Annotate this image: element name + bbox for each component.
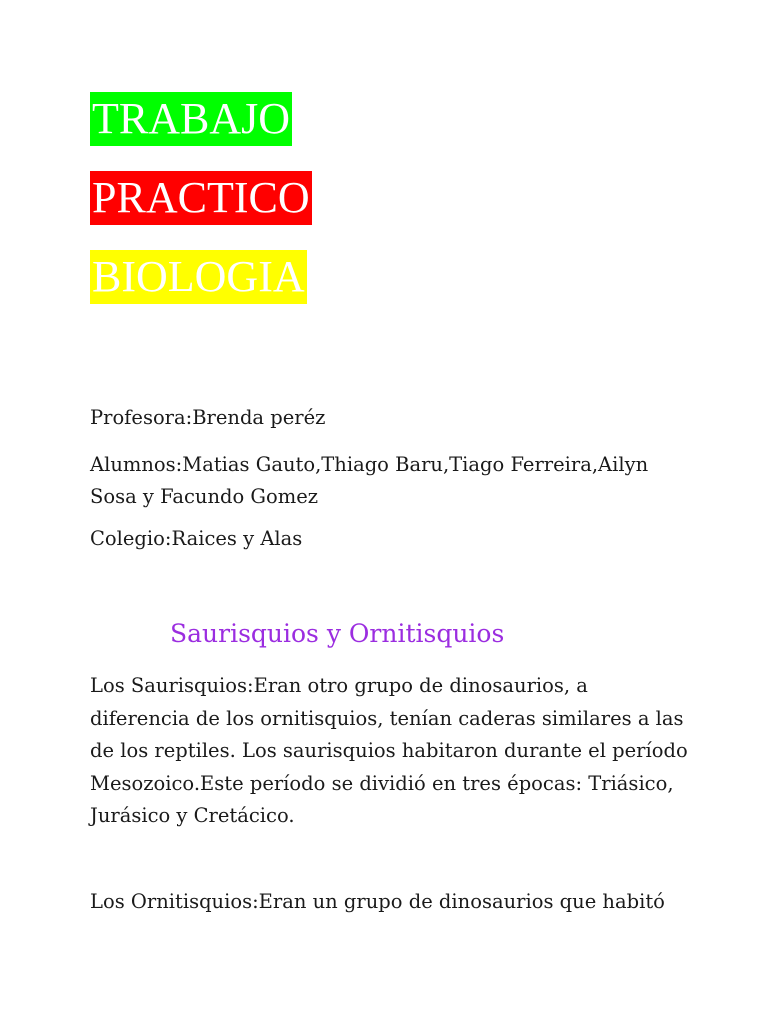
title-block: [90, 92, 312, 329]
colegio-line: Colegio:Raices y Alas: [90, 527, 303, 550]
alumnos-line: Alumnos:Matias Gauto,Thiago Baru,Tiago Ferreira,Ailyn Sosa y Facundo Gomez: [90, 453, 649, 508]
section-heading: Saurisquios y Ornitisquios: [170, 619, 505, 648]
paragraph-saurisquios: Los Saurisquios:Eran otro grupo de dinosaurios, a diferencia de los ornitisquios, tenían caderas similares a las de los reptiles. Los saurisquios habitaron durante el período Mesozoico.Este período se dividió en tres épocas: Triásico, Jurásico y Cretácico.: [90, 674, 688, 827]
profesora-line: Profesora:Brenda peréz: [90, 406, 326, 429]
title-line-biologia: BIOLOGIA: [90, 250, 307, 304]
title-line-trabajo: TRABAJO: [90, 92, 292, 146]
paragraph-ornitisquios: Los Ornitisquios:Eran un grupo de dinosaurios que habitó: [90, 890, 665, 913]
title-line-practico: PRACTICO: [90, 171, 312, 225]
